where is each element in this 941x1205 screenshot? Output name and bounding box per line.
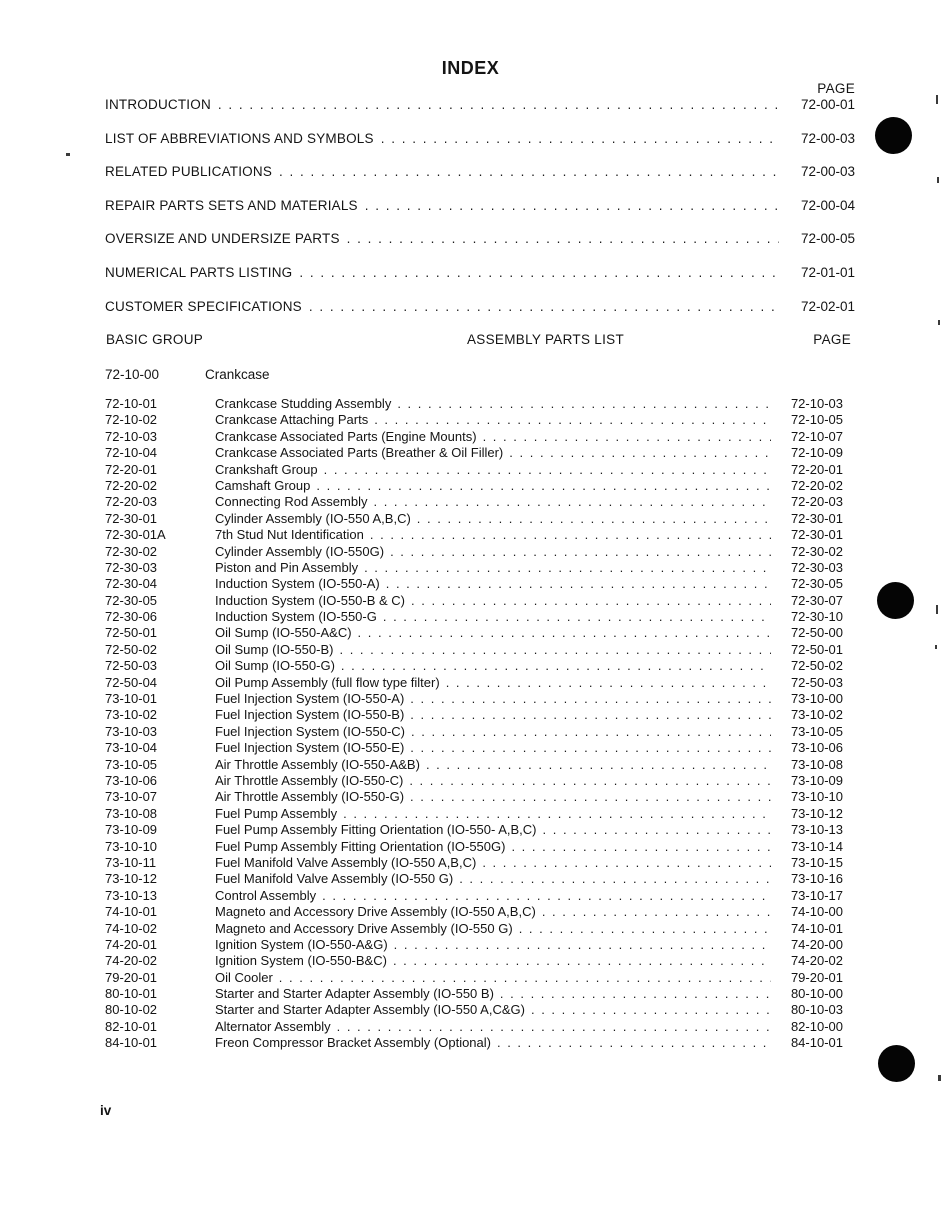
dot-leader — [374, 412, 771, 428]
table-row — [105, 921, 855, 937]
row-code: 73-10-05 — [105, 756, 158, 772]
scan-artifact — [938, 320, 940, 325]
table-row — [105, 511, 855, 527]
assembly-parts-list — [105, 396, 855, 1052]
row-page-number: 73-10-02 — [790, 707, 843, 723]
index-entry-label: INTRODUCTION — [105, 97, 211, 112]
dot-leader — [417, 511, 771, 527]
row-title: Control Assembly — [215, 887, 317, 903]
dot-leader — [373, 494, 771, 510]
row-page-number: 72-30-03 — [790, 559, 843, 575]
row-code: 72-30-01 — [105, 510, 158, 526]
index-entry — [105, 265, 855, 283]
row-code: 73-10-06 — [105, 772, 158, 788]
dot-leader — [339, 642, 771, 658]
dot-leader — [397, 396, 771, 412]
row-page-number: 72-50-02 — [790, 658, 843, 674]
dot-leader — [316, 478, 771, 494]
dot-leader — [394, 937, 771, 953]
dot-leader — [411, 593, 771, 609]
row-title: Air Throttle Assembly (IO-550-G) — [215, 789, 405, 805]
row-code: 72-20-01 — [105, 461, 158, 477]
dot-leader — [309, 299, 779, 314]
table-row — [105, 412, 855, 428]
row-code: 73-10-08 — [105, 805, 158, 821]
table-row — [105, 888, 855, 904]
row-page-number: 80-10-00 — [790, 986, 843, 1002]
row-page-number: 72-10-03 — [790, 396, 843, 411]
row-title: Fuel Manifold Valve Assembly (IO-550 A,B,C) — [215, 854, 477, 870]
dot-leader — [511, 839, 771, 855]
dot-leader — [386, 576, 771, 592]
row-code: 72-10-04 — [105, 445, 158, 461]
index-entry-label: OVERSIZE AND UNDERSIZE PARTS — [105, 231, 340, 247]
row-page-number: 72-30-05 — [790, 576, 843, 592]
dot-leader — [324, 462, 771, 478]
dot-leader — [364, 560, 771, 576]
row-page-number: 72-20-02 — [790, 477, 843, 493]
row-title: Crankcase Associated Parts (Breather & Oil Filler) — [215, 445, 504, 461]
page-header: PAGE — [813, 332, 851, 347]
row-code: 73-10-07 — [105, 789, 158, 805]
dot-leader — [393, 953, 771, 969]
row-code: 72-30-01A — [105, 527, 166, 543]
index-entry — [105, 164, 855, 182]
table-row — [105, 593, 855, 609]
basic-group-header: BASIC GROUP — [106, 332, 204, 347]
dot-leader — [459, 871, 771, 887]
dot-leader — [341, 658, 771, 674]
table-row — [105, 462, 855, 478]
table-row — [105, 576, 855, 592]
table-row — [105, 1019, 855, 1035]
table-row — [105, 1035, 855, 1051]
row-page-number: 73-10-13 — [790, 822, 843, 838]
table-row — [105, 937, 855, 953]
row-page-number: 72-10-07 — [790, 428, 843, 444]
index-entry — [105, 131, 855, 149]
scan-artifact — [936, 95, 938, 104]
table-row — [105, 789, 855, 805]
row-title: Fuel Pump Assembly Fitting Orientation (IO-550G) — [215, 838, 506, 854]
row-title: Induction System (IO-550-B & C) — [215, 592, 406, 608]
index-entry-page: 72-00-03 — [800, 164, 855, 180]
row-title: Oil Pump Assembly (full flow type filter) — [215, 674, 440, 690]
row-title: Oil Cooler — [215, 969, 273, 985]
row-title: Oil Sump (IO-550-G) — [215, 658, 335, 674]
row-code: 72-30-04 — [105, 576, 158, 592]
row-page-number: 74-20-00 — [790, 936, 843, 952]
row-title: Oil Sump (IO-550-B) — [215, 641, 334, 657]
table-row — [105, 478, 855, 494]
row-page-number: 74-10-01 — [790, 920, 843, 936]
dot-leader — [299, 265, 779, 280]
row-title: Induction System (IO-550-A) — [215, 576, 380, 592]
dot-leader — [531, 1002, 771, 1018]
row-title: Air Throttle Assembly (IO-550-C) — [215, 772, 404, 788]
row-code: 72-30-05 — [105, 592, 158, 608]
row-page-number: 72-30-01 — [790, 527, 843, 543]
row-code: 82-10-01 — [105, 1018, 158, 1034]
row-code: 74-20-01 — [105, 936, 158, 952]
row-page-number: 73-10-17 — [790, 887, 843, 903]
row-code: 72-50-01 — [105, 625, 158, 641]
dot-leader — [343, 806, 771, 822]
dot-leader — [509, 445, 771, 461]
dot-leader — [409, 773, 771, 789]
row-title: Freon Compressor Bracket Assembly (Optional) — [215, 1035, 491, 1051]
row-code: 72-50-03 — [105, 658, 158, 674]
table-row — [105, 839, 855, 855]
row-code: 72-30-02 — [105, 543, 158, 559]
table-row — [105, 953, 855, 969]
index-entry-label: RELATED PUBLICATIONS — [105, 164, 273, 180]
binder-hole-mark — [877, 582, 914, 619]
row-code: 80-10-02 — [105, 1002, 158, 1018]
row-page-number: 73-10-14 — [790, 838, 843, 854]
row-code: 73-10-03 — [105, 723, 158, 739]
dot-leader — [483, 429, 771, 445]
index-entry-label: LIST OF ABBREVIATIONS AND SYMBOLS — [105, 130, 374, 146]
dot-leader — [279, 164, 779, 179]
dot-leader — [543, 822, 771, 838]
table-row — [105, 642, 855, 658]
index-entry-label: REPAIR PARTS SETS AND MATERIALS — [105, 197, 358, 213]
table-row — [105, 806, 855, 822]
row-page-number: 72-10-05 — [790, 412, 843, 428]
row-title: Cylinder Assembly (IO-550G) — [215, 543, 385, 559]
row-title: Crankcase Attaching Parts — [215, 412, 369, 428]
row-title: Alternator Assembly — [215, 1018, 331, 1034]
row-title: Fuel Pump Assembly — [215, 805, 338, 821]
row-page-number: 73-10-09 — [790, 772, 843, 788]
row-code: 73-10-04 — [105, 740, 158, 756]
table-row — [105, 560, 855, 576]
row-code: 73-10-09 — [105, 822, 158, 838]
row-title: Fuel Injection System (IO-550-C) — [215, 723, 406, 739]
row-page-number: 74-10-00 — [790, 904, 843, 920]
index-entry — [105, 97, 855, 115]
dot-leader — [446, 675, 771, 691]
row-code: 73-10-01 — [105, 691, 158, 707]
row-code: 72-50-02 — [105, 641, 158, 657]
row-page-number: 72-50-00 — [790, 625, 843, 641]
row-title: Air Throttle Assembly (IO-550-A&B) — [215, 756, 420, 772]
scan-artifact — [936, 605, 938, 614]
index-entry-page: 72-02-01 — [800, 298, 855, 314]
table-row — [105, 609, 855, 625]
assembly-list-header — [105, 332, 855, 350]
row-title: Starter and Starter Adapter Assembly (IO-550 A,C&G) — [215, 1002, 525, 1018]
index-entry-page: 72-00-05 — [800, 231, 855, 247]
row-code: 73-10-13 — [105, 887, 158, 903]
dot-leader — [383, 609, 771, 625]
row-code: 73-10-12 — [105, 871, 158, 887]
binder-hole-mark — [878, 1045, 915, 1082]
dot-leader — [497, 1035, 771, 1051]
assembly-parts-list-header: ASSEMBLY PARTS LIST — [467, 332, 625, 347]
row-page-number: 80-10-03 — [790, 1002, 843, 1018]
row-page-number: 72-50-03 — [790, 674, 843, 690]
row-page-number: 72-30-10 — [790, 609, 843, 625]
index-entry-label: NUMERICAL PARTS LISTING — [105, 264, 293, 280]
row-code: 73-10-11 — [105, 854, 157, 870]
row-title: Crankcase Associated Parts (Engine Mounts) — [215, 428, 477, 444]
scan-artifact — [66, 153, 70, 156]
row-page-number: 73-10-15 — [790, 854, 843, 870]
table-row — [105, 707, 855, 723]
table-row — [105, 773, 855, 789]
table-row — [105, 855, 855, 871]
row-page-number: 72-10-09 — [790, 445, 843, 461]
dot-leader — [410, 691, 771, 707]
row-title: Fuel Pump Assembly Fitting Orientation (IO-550- A,B,C) — [215, 822, 537, 838]
row-title: Induction System (IO-550-G — [215, 609, 377, 625]
index-entry — [105, 198, 855, 216]
table-row — [105, 675, 855, 691]
index-entry-page: 72-00-03 — [800, 130, 855, 146]
row-title: Starter and Starter Adapter Assembly (IO-550 B) — [215, 986, 494, 1002]
index-entry — [105, 299, 855, 317]
dot-leader — [410, 740, 771, 756]
row-code: 79-20-01 — [105, 969, 158, 985]
table-row — [105, 429, 855, 445]
dot-leader — [482, 855, 771, 871]
table-row — [105, 724, 855, 740]
dot-leader — [370, 527, 771, 543]
table-row — [105, 396, 855, 412]
table-row — [105, 658, 855, 674]
dot-leader — [519, 921, 771, 937]
table-row — [105, 625, 855, 641]
row-title: Magneto and Accessory Drive Assembly (IO-550 A,B,C) — [215, 904, 536, 920]
top-index-list — [105, 97, 855, 332]
index-entry-label: CUSTOMER SPECIFICATIONS — [105, 298, 302, 314]
row-page-number: 72-50-01 — [790, 641, 843, 657]
table-row — [105, 494, 855, 510]
row-page-number: 82-10-00 — [790, 1018, 843, 1034]
dot-leader — [411, 724, 771, 740]
row-page-number: 73-10-08 — [790, 756, 843, 772]
row-title: Piston and Pin Assembly — [215, 559, 359, 575]
page-title: INDEX — [441, 58, 500, 78]
dot-leader — [218, 97, 779, 112]
table-row — [105, 871, 855, 887]
row-title: Cylinder Assembly (IO-550 A,B,C) — [215, 510, 411, 526]
table-row — [105, 1002, 855, 1018]
row-code: 74-20-02 — [105, 953, 158, 969]
row-page-number: 72-30-02 — [790, 543, 843, 559]
row-code: 72-50-04 — [105, 674, 158, 690]
row-code: 72-20-02 — [105, 477, 158, 493]
row-code: 74-10-01 — [105, 904, 158, 920]
table-row — [105, 740, 855, 756]
row-title: Oil Sump (IO-550-A&C) — [215, 625, 352, 641]
dot-leader — [322, 888, 771, 904]
table-row — [105, 822, 855, 838]
dot-leader — [542, 904, 771, 920]
row-code: 73-10-10 — [105, 838, 158, 854]
row-title: Fuel Injection System (IO-550-A) — [215, 691, 405, 707]
group-label: Crankcase — [205, 367, 270, 382]
dot-leader — [358, 625, 771, 641]
row-title: Camshaft Group — [215, 477, 311, 493]
dot-leader — [279, 970, 771, 986]
row-title: Magneto and Accessory Drive Assembly (IO-550 G) — [215, 920, 513, 936]
row-page-number: 84-10-01 — [790, 1035, 843, 1051]
dot-leader — [426, 757, 771, 773]
index-entry-page: 72-00-01 — [800, 97, 855, 112]
group-heading — [105, 367, 270, 382]
row-title: Fuel Manifold Valve Assembly (IO-550 G) — [215, 871, 454, 887]
row-title: Ignition System (IO-550-B&C) — [215, 953, 387, 969]
dot-leader — [347, 231, 779, 246]
table-row — [105, 527, 855, 543]
table-row — [105, 904, 855, 920]
row-page-number: 73-10-06 — [790, 740, 843, 756]
row-title: Fuel Injection System (IO-550-B) — [215, 707, 405, 723]
row-page-number: 79-20-01 — [790, 969, 843, 985]
row-code: 72-10-01 — [105, 396, 158, 411]
row-title: 7th Stud Nut Identification — [215, 527, 364, 543]
page-column-header: PAGE — [817, 81, 855, 96]
scan-artifact — [937, 177, 939, 183]
footer-page-number: iv — [100, 1103, 112, 1118]
row-page-number: 72-20-03 — [790, 494, 843, 510]
row-page-number: 72-30-07 — [790, 592, 843, 608]
row-page-number: 73-10-10 — [790, 789, 843, 805]
row-code: 74-10-02 — [105, 920, 158, 936]
row-title: Connecting Rod Assembly — [215, 494, 368, 510]
row-title: Crankshaft Group — [215, 461, 318, 477]
dot-leader — [410, 789, 771, 805]
dot-leader — [410, 707, 771, 723]
binder-hole-mark — [875, 117, 912, 154]
dot-leader — [381, 131, 779, 146]
dot-leader — [365, 198, 779, 213]
dot-leader — [337, 1019, 771, 1035]
row-page-number: 73-10-16 — [790, 871, 843, 887]
table-row — [105, 986, 855, 1002]
table-row — [105, 757, 855, 773]
index-entry — [105, 231, 855, 249]
row-code: 73-10-02 — [105, 707, 158, 723]
table-row — [105, 970, 855, 986]
row-page-number: 73-10-05 — [790, 723, 843, 739]
row-code: 72-20-03 — [105, 494, 158, 510]
table-row — [105, 691, 855, 707]
row-code: 80-10-01 — [105, 986, 158, 1002]
table-row — [105, 445, 855, 461]
row-page-number: 73-10-00 — [790, 691, 843, 707]
scan-artifact — [935, 645, 937, 649]
row-code: 72-10-03 — [105, 428, 158, 444]
row-code: 72-30-06 — [105, 609, 158, 625]
row-title: Crankcase Studding Assembly — [215, 396, 392, 411]
row-page-number: 72-30-01 — [790, 510, 843, 526]
row-code: 84-10-01 — [105, 1035, 158, 1051]
row-title: Ignition System (IO-550-A&G) — [215, 936, 388, 952]
row-code: 72-10-02 — [105, 412, 158, 428]
table-row — [105, 544, 855, 560]
row-title: Fuel Injection System (IO-550-E) — [215, 740, 405, 756]
dot-leader — [390, 544, 771, 560]
dot-leader — [500, 986, 771, 1002]
row-page-number: 72-20-01 — [790, 461, 843, 477]
index-entry-page: 72-00-04 — [800, 197, 855, 213]
row-page-number: 73-10-12 — [790, 805, 843, 821]
row-code: 72-30-03 — [105, 559, 158, 575]
row-page-number: 74-20-02 — [790, 953, 843, 969]
index-entry-page: 72-01-01 — [800, 264, 855, 280]
group-code: 72-10-00 — [105, 367, 160, 382]
